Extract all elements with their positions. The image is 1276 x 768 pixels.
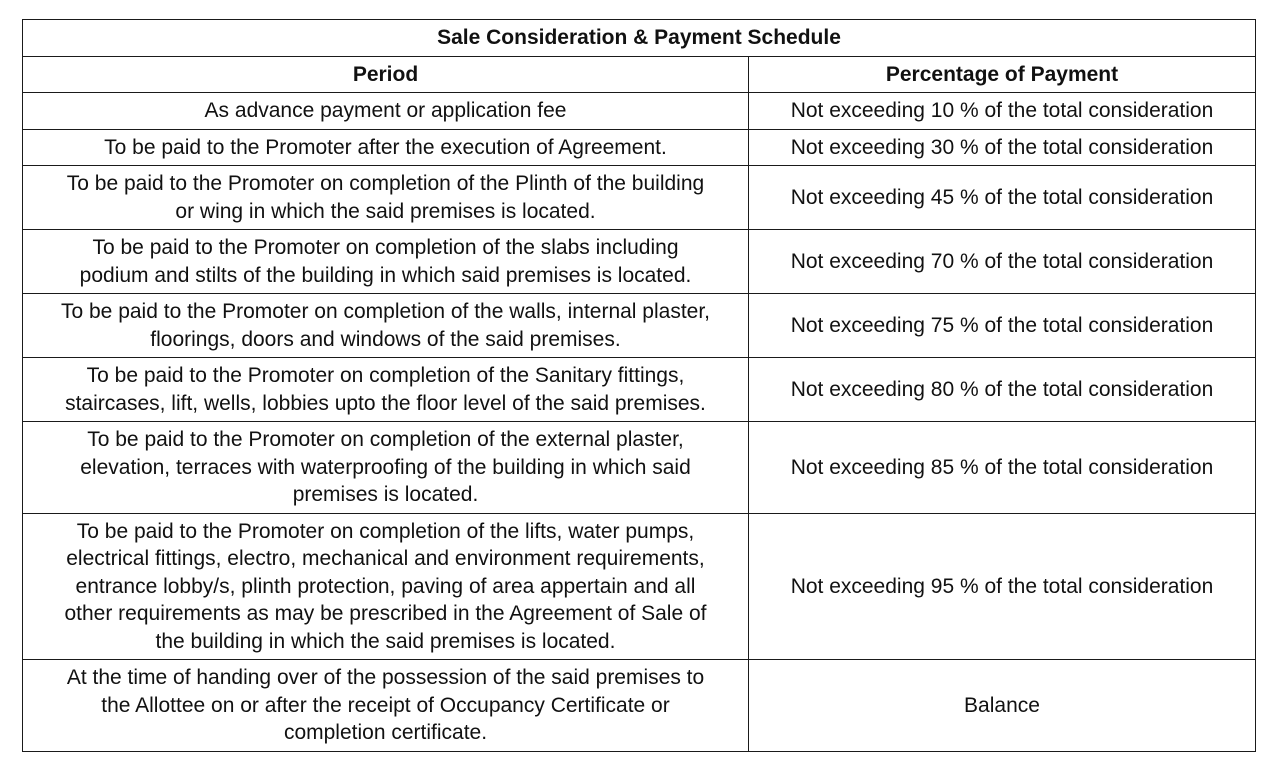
table-row [23,129,1256,166]
header-row [23,56,1256,93]
table-body [23,93,1256,752]
table-row [23,166,1256,230]
payment-text: Not exceeding 10 % of the total consideration [790,99,1214,122]
title-row [23,20,1256,57]
table-row [23,422,1256,514]
period-text-line: elevation, terraces with waterproofing of the building in which said [80,455,691,479]
payment-text: Not exceeding 95 % of the total consideration [790,574,1214,598]
period-text-line: staircases, lift, wells, lobbies upto the floor level of the said premises. [65,391,706,415]
table-row [23,358,1256,422]
period-text-line: To be paid to the Promoter on completion of the lifts, water pumps, [76,519,695,543]
payment-schedule-table [22,19,1256,752]
period-cell [23,513,749,660]
period-text-line: podium and stilts of the building in which said premises is located. [79,263,692,287]
payment-text: Not exceeding 30 % of the total consideration [790,135,1214,159]
table-row [23,294,1256,358]
period-cell [23,358,749,422]
payment-cell [749,358,1256,422]
payment-cell [749,93,1256,130]
period-text-line: entrance lobby/s, plinth protection, paving of area appertain and all [75,574,696,598]
period-text-line: To be paid to the Promoter on completion of the Plinth of the building [66,172,705,195]
period-cell [23,422,749,514]
table-row [23,513,1256,660]
column-header-period: Period [23,56,749,93]
period-text-line: At the time of handing over of the possession of the said premises to [66,666,705,689]
period-text-line: To be paid to the Promoter on completion of the external plaster, [87,428,684,451]
payment-text: Balance [964,693,1040,717]
payment-text: Not exceeding 75 % of the total consideration [790,313,1214,337]
period-cell [23,93,749,130]
payment-text: Not exceeding 80 % of the total consideration [790,377,1214,401]
period-text-line: other requirements as may be prescribed in the Agreement of Sale of [64,602,707,625]
payment-text: Not exceeding 85 % of the total consideration [790,455,1214,479]
payment-cell [749,660,1256,752]
period-text-line: To be paid to the Promoter on completion of the Sanitary fittings, [86,364,685,387]
period-text-line: electrical fittings, electro, mechanical and environment requirements, [66,547,705,570]
payment-cell [749,513,1256,660]
period-text-line: To be paid to the Promoter after the execution of Agreement. [104,135,667,159]
payment-cell [749,230,1256,294]
payment-text: Not exceeding 70 % of the total consideration [790,249,1214,273]
period-text-line: the building in which the said premises is located. [155,629,616,653]
payment-text: Not exceeding 45 % of the total consideration [790,185,1214,209]
period-text-line: or wing in which the said premises is located. [175,199,596,223]
period-cell [23,230,749,294]
period-cell [23,660,749,752]
period-cell [23,129,749,166]
table-row [23,660,1256,752]
table-row [23,93,1256,130]
column-header-payment: Percentage of Payment [749,56,1256,93]
period-text-line: As advance payment or application fee [204,99,567,122]
period-text-line: the Allottee on or after the receipt of Occupancy Certificate or [101,693,670,717]
payment-cell [749,166,1256,230]
table-row [23,230,1256,294]
period-text-line: premises is located. [292,483,479,506]
period-cell [23,294,749,358]
period-text-line: floorings, doors and windows of the said premises. [150,327,621,351]
payment-cell [749,129,1256,166]
period-cell [23,166,749,230]
period-text-line: completion certificate. [283,721,488,744]
period-text-line: To be paid to the Promoter on completion of the walls, internal plaster, [60,300,711,323]
period-text-line: To be paid to the Promoter on completion of the slabs including [92,236,679,259]
table-title: Sale Consideration & Payment Schedule [23,20,1256,57]
payment-cell [749,294,1256,358]
payment-cell [749,422,1256,514]
